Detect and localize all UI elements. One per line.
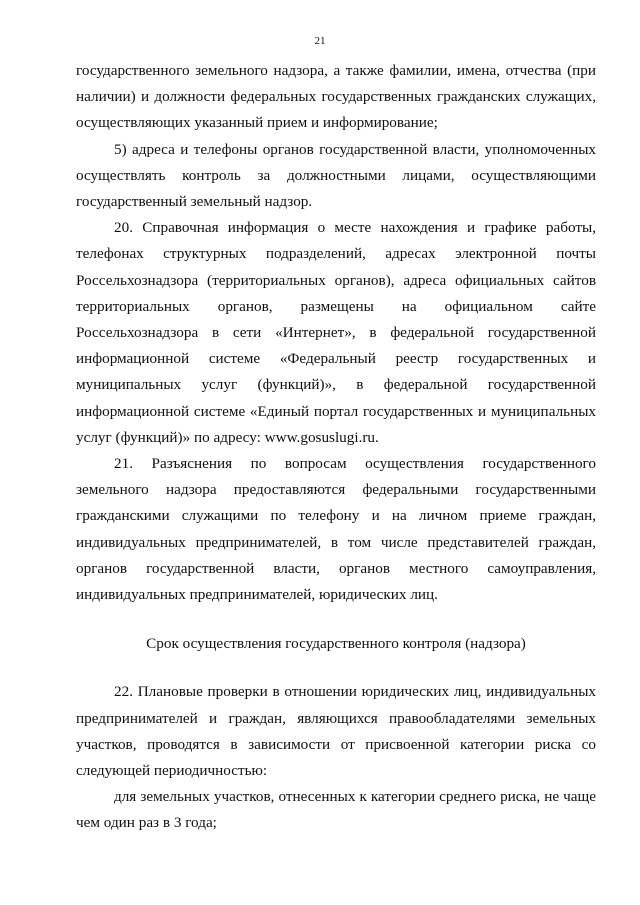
section-heading: Срок осуществления государственного контроля (надзора) bbox=[146, 635, 526, 653]
document-body bbox=[76, 58, 596, 837]
page-number: 21 bbox=[314, 35, 326, 47]
paragraph-risk-medium: для земельных участков, отнесенных к категории среднего риска, не чаще чем один раз в 3 года; bbox=[76, 788, 596, 832]
paragraph-item-5: 5) адреса и телефоны органов государственной власти, уполномоченных осуществлять контроль за должностными лицами, осуществляющими государственный земельный надзор. bbox=[76, 140, 596, 211]
paragraph-continuation: государственного земельного надзора, а также фамилии, имена, отчества (при наличии) и должности федеральных государственных гражданских служащих, осуществляющих указанный прием и информирование; bbox=[76, 62, 596, 132]
paragraph-22: 22. Плановые проверки в отношении юридических лиц, индивидуальных предпринимателей и граждан, являющихся правообладателями земельных участков, проводятся в зависимости от присвоенной категории риска со следующей периодичностью: bbox=[76, 683, 596, 780]
paragraph-20: 20. Справочная информация о месте нахождения и графике работы, телефонах структурных подразделений, адресах электронной почты Россельхознадзора (территориальных органов), адреса официальных сайтов территориальных органов, размещены на официальном сайте Россельхознадзора в сети «Интернет», в федеральной государственной информационной системе «Федеральный реестр государственных и муниципальных услуг (функций)», в федеральной государственной информационной системе «Единый портал государственных и муниципальных услуг (функций)» по адресу: www.gosuslugi.ru. bbox=[76, 219, 596, 446]
paragraph-21: 21. Разъяснения по вопросам осуществления государственного земельного надзора предоставляются федеральными государственными гражданскими служащими по телефону и на личном приеме граждан, индивидуальных предпринимателей, в том числе представителей граждан, органов государственной власти, органов местного самоуправления, индивидуальных предпринимателей, юридических лиц. bbox=[76, 455, 596, 604]
